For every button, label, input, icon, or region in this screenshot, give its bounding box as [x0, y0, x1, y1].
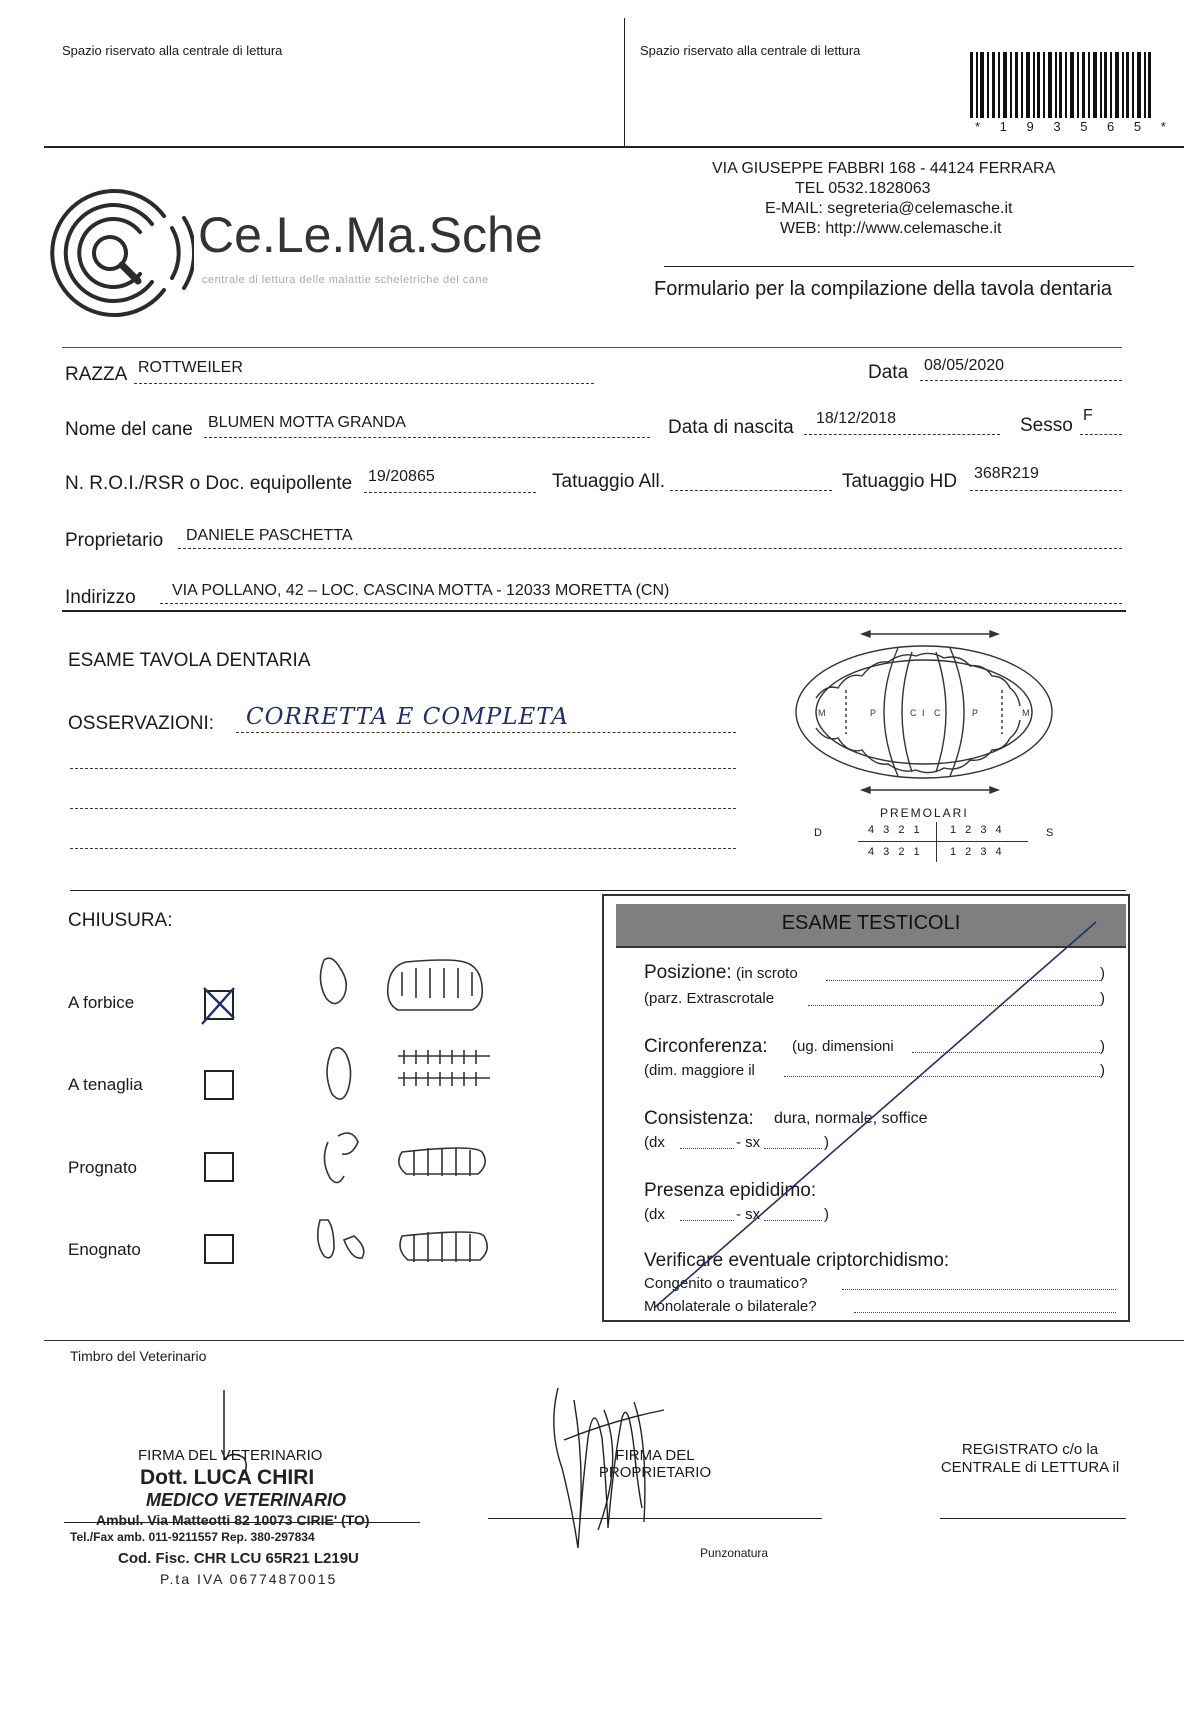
circonferenza-ug: (ug. dimensioni — [792, 1038, 894, 1055]
nome-value: BLUMEN MOTTA GRANDA — [208, 414, 406, 431]
chiusura-forbice-label: A forbice — [68, 993, 135, 1012]
svg-text:I: I — [922, 708, 925, 718]
roi-value: 19/20865 — [368, 468, 435, 485]
posizione-label: Posizione: — [644, 962, 732, 983]
chiusura-title: CHIUSURA: — [68, 910, 173, 931]
chiusura-tenaglia-checkbox[interactable] — [204, 1070, 234, 1100]
svg-text:C: C — [910, 708, 917, 718]
chiusura-prognato-label: Prognato — [68, 1158, 137, 1177]
form-title: Formulario per la compilazione della tavola dentaria — [654, 278, 1113, 300]
razza-label: RAZZA — [65, 364, 128, 385]
header-divider — [624, 18, 625, 146]
org-web: WEB: http://www.celemasche.it — [780, 220, 1002, 237]
registrato-line2: CENTRALE di LETTURA il — [940, 1459, 1120, 1476]
firma-vet-label: FIRMA DEL VETERINARIO — [138, 1447, 323, 1464]
premolar-upper-right: 1 2 3 4 — [950, 824, 1005, 836]
consistenza-label: Consistenza: — [644, 1108, 754, 1129]
registrato-line — [940, 1518, 1126, 1519]
tatuaggio-all-line — [670, 490, 832, 491]
posizione-extrascrotale-close: ) — [1100, 990, 1105, 1007]
criptorchidismo-monolaterale-dots — [854, 1312, 1116, 1313]
org-tel: TEL 0532.1828063 — [795, 180, 931, 197]
premolar-lower-left: 4 3 2 1 — [868, 846, 923, 858]
exam-title: ESAME TAVOLA DENTARIA — [68, 650, 311, 671]
indirizzo-label: Indirizzo — [65, 587, 136, 608]
premolar-lower-right: 1 2 3 4 — [950, 846, 1005, 858]
proprietario-value: DANIELE PASCHETTA — [186, 527, 353, 544]
consistenza-close: ) — [824, 1134, 829, 1151]
data-label: Data — [868, 362, 909, 383]
consistenza-options: dura, normale, soffice — [774, 1110, 928, 1127]
logo-tagline: centrale di lettura delle malattie scheletriche del cane — [202, 274, 489, 286]
sesso-label: Sesso — [1020, 415, 1073, 436]
testicoli-title: ESAME TESTICOLI — [781, 912, 961, 934]
timbro-label: Timbro del Veterinario — [70, 1348, 207, 1364]
chiusura-prognato-checkbox[interactable] — [204, 1152, 234, 1182]
nome-label: Nome del cane — [65, 419, 193, 440]
vet-stamp-title: MEDICO VETERINARIO — [146, 1490, 347, 1510]
svg-text:C: C — [934, 708, 941, 718]
logo-name: Ce.Le.Ma.Sche — [198, 207, 543, 263]
indirizzo-line — [160, 603, 1122, 604]
posizione-extrascrotale: (parz. Extrascrotale — [644, 990, 775, 1007]
punzonatura-label: Punzonatura — [700, 1546, 769, 1560]
nascita-line — [804, 434, 1000, 435]
tatuaggio-all-label: Tatuaggio All. — [552, 471, 666, 492]
vet-stamp-address: Ambul. Via Matteotti 82 10073 CIRIE' (TO) — [96, 1512, 370, 1528]
epididimo-label: Presenza epididimo: — [644, 1180, 817, 1201]
premolari-label: PREMOLARI — [880, 806, 969, 820]
nascita-value: 18/12/2018 — [816, 410, 897, 427]
consistenza-dx: (dx — [644, 1134, 665, 1151]
registrato-line1: REGISTRATO c/o la — [961, 1441, 1099, 1458]
razza-line — [134, 383, 594, 384]
osservazioni-value: CORRETTA E COMPLETA — [246, 704, 569, 730]
premolar-upper-left: 4 3 2 1 — [868, 824, 923, 836]
footer-rule — [44, 1340, 1184, 1341]
reserved-label-left: Spazio riservato alla centrale di lettura — [62, 43, 283, 58]
sesso-line — [1080, 434, 1122, 435]
firma-prop-label: FIRMA DEL PROPRIETARIO — [598, 1447, 712, 1481]
barcode — [970, 52, 1152, 118]
title-rule — [664, 266, 1134, 267]
vet-stamp-piva: P.ta IVA 06774870015 — [160, 1571, 338, 1587]
premolar-divider-v — [936, 822, 937, 862]
proprietario-label: Proprietario — [65, 530, 164, 551]
checkbox-x-mark-icon — [200, 984, 240, 1028]
dental-arch-diagram-icon — [786, 628, 1062, 798]
svg-text:M: M — [818, 708, 826, 718]
org-email: E-MAIL: segreteria@celemasche.it — [765, 200, 1013, 217]
nome-line — [204, 437, 650, 438]
section-rule-top — [62, 347, 1122, 348]
premolar-side-s: S — [1046, 827, 1054, 839]
indirizzo-value: VIA POLLANO, 42 – LOC. CASCINA MOTTA - 12033 MORETTA (CN) — [172, 582, 670, 599]
data-value: 08/05/2020 — [924, 357, 1005, 374]
consistenza-sx: - sx — [736, 1134, 761, 1151]
vet-stamp-name: Dott. LUCA CHIRI — [140, 1466, 315, 1489]
section-rule-data — [62, 610, 1126, 612]
epididimo-sx: - sx — [736, 1206, 761, 1223]
circonferenza-ug-close: ) — [1100, 1038, 1105, 1055]
vet-stamp-tel: Tel./Fax amb. 011-9211557 Rep. 380-297834 — [70, 1530, 315, 1544]
barcode-number: * 1 9 3 5 6 5 * — [975, 119, 1174, 134]
epididimo-dx: (dx — [644, 1206, 665, 1223]
vet-signature-icon — [190, 1388, 310, 1508]
tatuaggio-hd-line — [970, 490, 1122, 491]
proprietario-line — [178, 548, 1122, 549]
osservazioni-line-3 — [70, 808, 736, 809]
chiusura-tenaglia-label: A tenaglia — [68, 1075, 143, 1094]
razza-value: ROTTWEILER — [138, 359, 243, 376]
criptorchidismo-label: Verificare eventuale criptorchidismo: — [644, 1250, 950, 1271]
chiusura-enognato-checkbox[interactable] — [204, 1234, 234, 1264]
svg-text:M: M — [1022, 708, 1030, 718]
roi-line — [364, 492, 536, 493]
svg-text:P: P — [972, 708, 979, 718]
data-line — [920, 380, 1122, 381]
svg-text:P: P — [870, 708, 877, 718]
circonferenza-dim-close: ) — [1100, 1062, 1105, 1079]
sesso-value: F — [1083, 407, 1093, 424]
chiusura-enognato-label: Enognato — [68, 1240, 141, 1259]
criptorchidismo-monolaterale: Monolaterale o bilaterale? — [644, 1298, 817, 1315]
roi-label: N. R.O.I./RSR o Doc. equipollente — [65, 473, 353, 494]
criptorchidismo-congenito: Congenito o traumatico? — [644, 1275, 808, 1292]
tatuaggio-hd-value: 368R219 — [974, 465, 1039, 482]
osservazioni-label: OSSERVAZIONI: — [68, 713, 215, 734]
posizione-scroto: (in scroto — [736, 965, 798, 982]
nascita-label: Data di nascita — [668, 417, 794, 438]
epididimo-close: ) — [824, 1206, 829, 1223]
circonferenza-dim: (dim. maggiore il — [644, 1062, 755, 1079]
firma-vet-line — [64, 1522, 420, 1523]
premolar-divider-h — [858, 841, 1028, 842]
osservazioni-line-2 — [70, 768, 736, 769]
posizione-scroto-close: ) — [1100, 965, 1105, 982]
section-rule-exam — [70, 890, 1126, 891]
osservazioni-line-1 — [236, 732, 736, 733]
circonferenza-label: Circonferenza: — [644, 1036, 768, 1057]
testicoli-strike-line — [650, 920, 1100, 1310]
premolar-side-d: D — [814, 827, 822, 839]
owner-signature-icon — [544, 1380, 714, 1560]
reserved-label-right: Spazio riservato alla centrale di lettura — [640, 43, 861, 58]
bite-diagrams-icon — [310, 946, 520, 1302]
header-bottom-rule — [44, 146, 1184, 148]
tatuaggio-hd-label: Tatuaggio HD — [842, 471, 958, 492]
vet-stamp-codfisc: Cod. Fisc. CHR LCU 65R21 L219U — [118, 1550, 359, 1567]
osservazioni-line-4 — [70, 848, 736, 849]
celemasche-logo-icon — [44, 188, 194, 318]
org-address: VIA GIUSEPPE FABBRI 168 - 44124 FERRARA — [712, 160, 1056, 177]
